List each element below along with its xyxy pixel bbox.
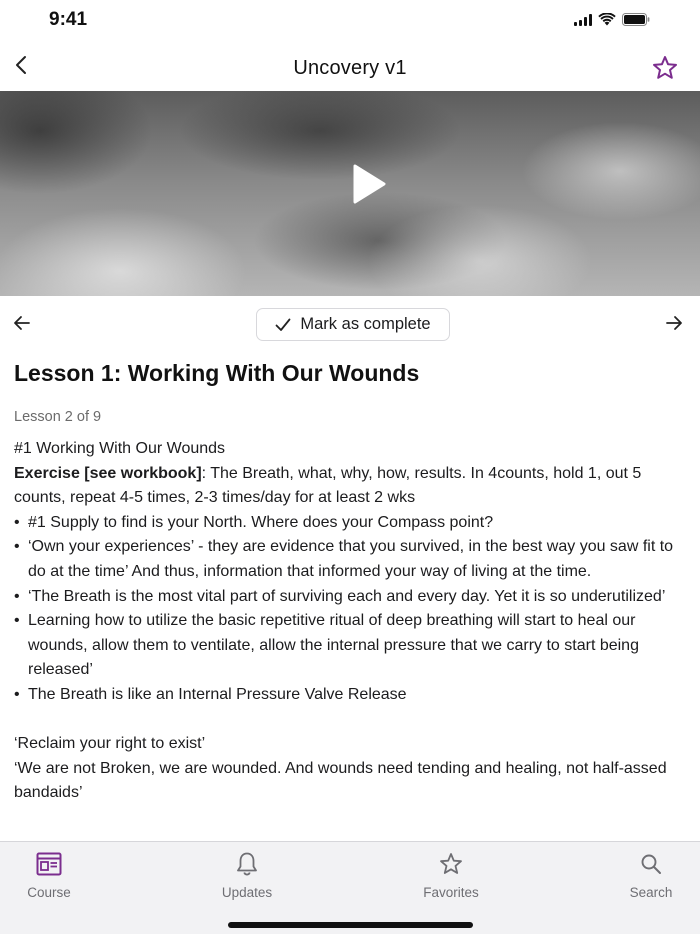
list-item: • Learning how to utilize the basic repetitive ritual of deep breathing will start to heal our wounds, allow them to ventilate, allow the internal pressure that we carry to start being released’ bbox=[14, 609, 690, 683]
page-title: Uncovery v1 bbox=[293, 57, 407, 79]
tab-updates[interactable] bbox=[202, 850, 292, 900]
list-item: • ‘The Breath is the most vital part of surviving each and every day. Yet it is so underutilized’ bbox=[14, 585, 690, 610]
search-icon bbox=[640, 853, 662, 875]
lesson-heading-line: #1 Working With Our Wounds bbox=[14, 440, 226, 457]
lesson-navigation bbox=[0, 307, 700, 343]
lesson-video[interactable] bbox=[0, 91, 700, 296]
bell-icon bbox=[235, 851, 259, 877]
lesson-bullet-list bbox=[14, 511, 690, 708]
course-icon bbox=[36, 852, 62, 876]
home-indicator bbox=[228, 922, 473, 928]
list-item: • The Breath is like an Internal Pressure Valve Release bbox=[14, 683, 690, 708]
tab-label: Favorites bbox=[423, 885, 479, 900]
play-icon[interactable] bbox=[352, 164, 386, 204]
favorite-button[interactable] bbox=[652, 55, 678, 81]
lesson-body bbox=[14, 437, 690, 806]
status-icons bbox=[574, 13, 650, 26]
quote-line: ‘We are not Broken, we are wounded. And wounds need tending and healing, not half-assed bandaids’ bbox=[14, 759, 667, 802]
arrow-right-icon bbox=[664, 313, 684, 333]
spacer bbox=[14, 708, 690, 733]
star-outline-icon bbox=[652, 55, 678, 81]
lesson-title: Lesson 1: Working With Our Wounds bbox=[14, 360, 420, 386]
cellular-signal-icon bbox=[574, 13, 592, 26]
previous-lesson-button[interactable] bbox=[12, 313, 34, 335]
exercise-label: Exercise [see workbook] bbox=[14, 464, 202, 482]
mark-as-complete-button[interactable] bbox=[256, 308, 450, 341]
quote-line: ‘Reclaim your right to exist’ bbox=[14, 735, 206, 753]
exercise-text: : The Breath, what, why, how, results. In 4counts, hold 1, out 5 counts, repeat 4-5 times, 2-3 times/day for at least 2 wks bbox=[14, 464, 642, 507]
exercise-paragraph bbox=[14, 462, 690, 511]
tab-label: Search bbox=[629, 885, 673, 900]
checkmark-icon bbox=[275, 318, 291, 332]
battery-icon bbox=[622, 13, 650, 26]
nav-bar bbox=[0, 44, 700, 90]
tab-label: Course bbox=[27, 885, 71, 900]
tab-course[interactable] bbox=[4, 850, 94, 900]
tab-search[interactable] bbox=[606, 850, 696, 900]
tab-label: Updates bbox=[221, 885, 273, 900]
list-item: • ‘Own your experiences’ - they are evidence that you survived, in the best way you saw fit to do at the time’ And thus, information that informed your way of living at the time. bbox=[14, 535, 690, 584]
arrow-left-icon bbox=[12, 313, 32, 333]
status-time: 9:41 bbox=[49, 9, 88, 30]
lesson-count: Lesson 2 of 9 bbox=[14, 409, 102, 425]
mark-as-complete-label: Mark as complete bbox=[300, 315, 431, 333]
list-item: • #1 Supply to find is your North. Where does your Compass point? bbox=[14, 511, 690, 536]
star-icon bbox=[439, 852, 463, 876]
tab-favorites[interactable] bbox=[406, 850, 496, 900]
tab-bar bbox=[0, 841, 700, 934]
wifi-icon bbox=[598, 13, 616, 26]
status-bar bbox=[0, 0, 700, 40]
next-lesson-button[interactable] bbox=[664, 313, 686, 335]
